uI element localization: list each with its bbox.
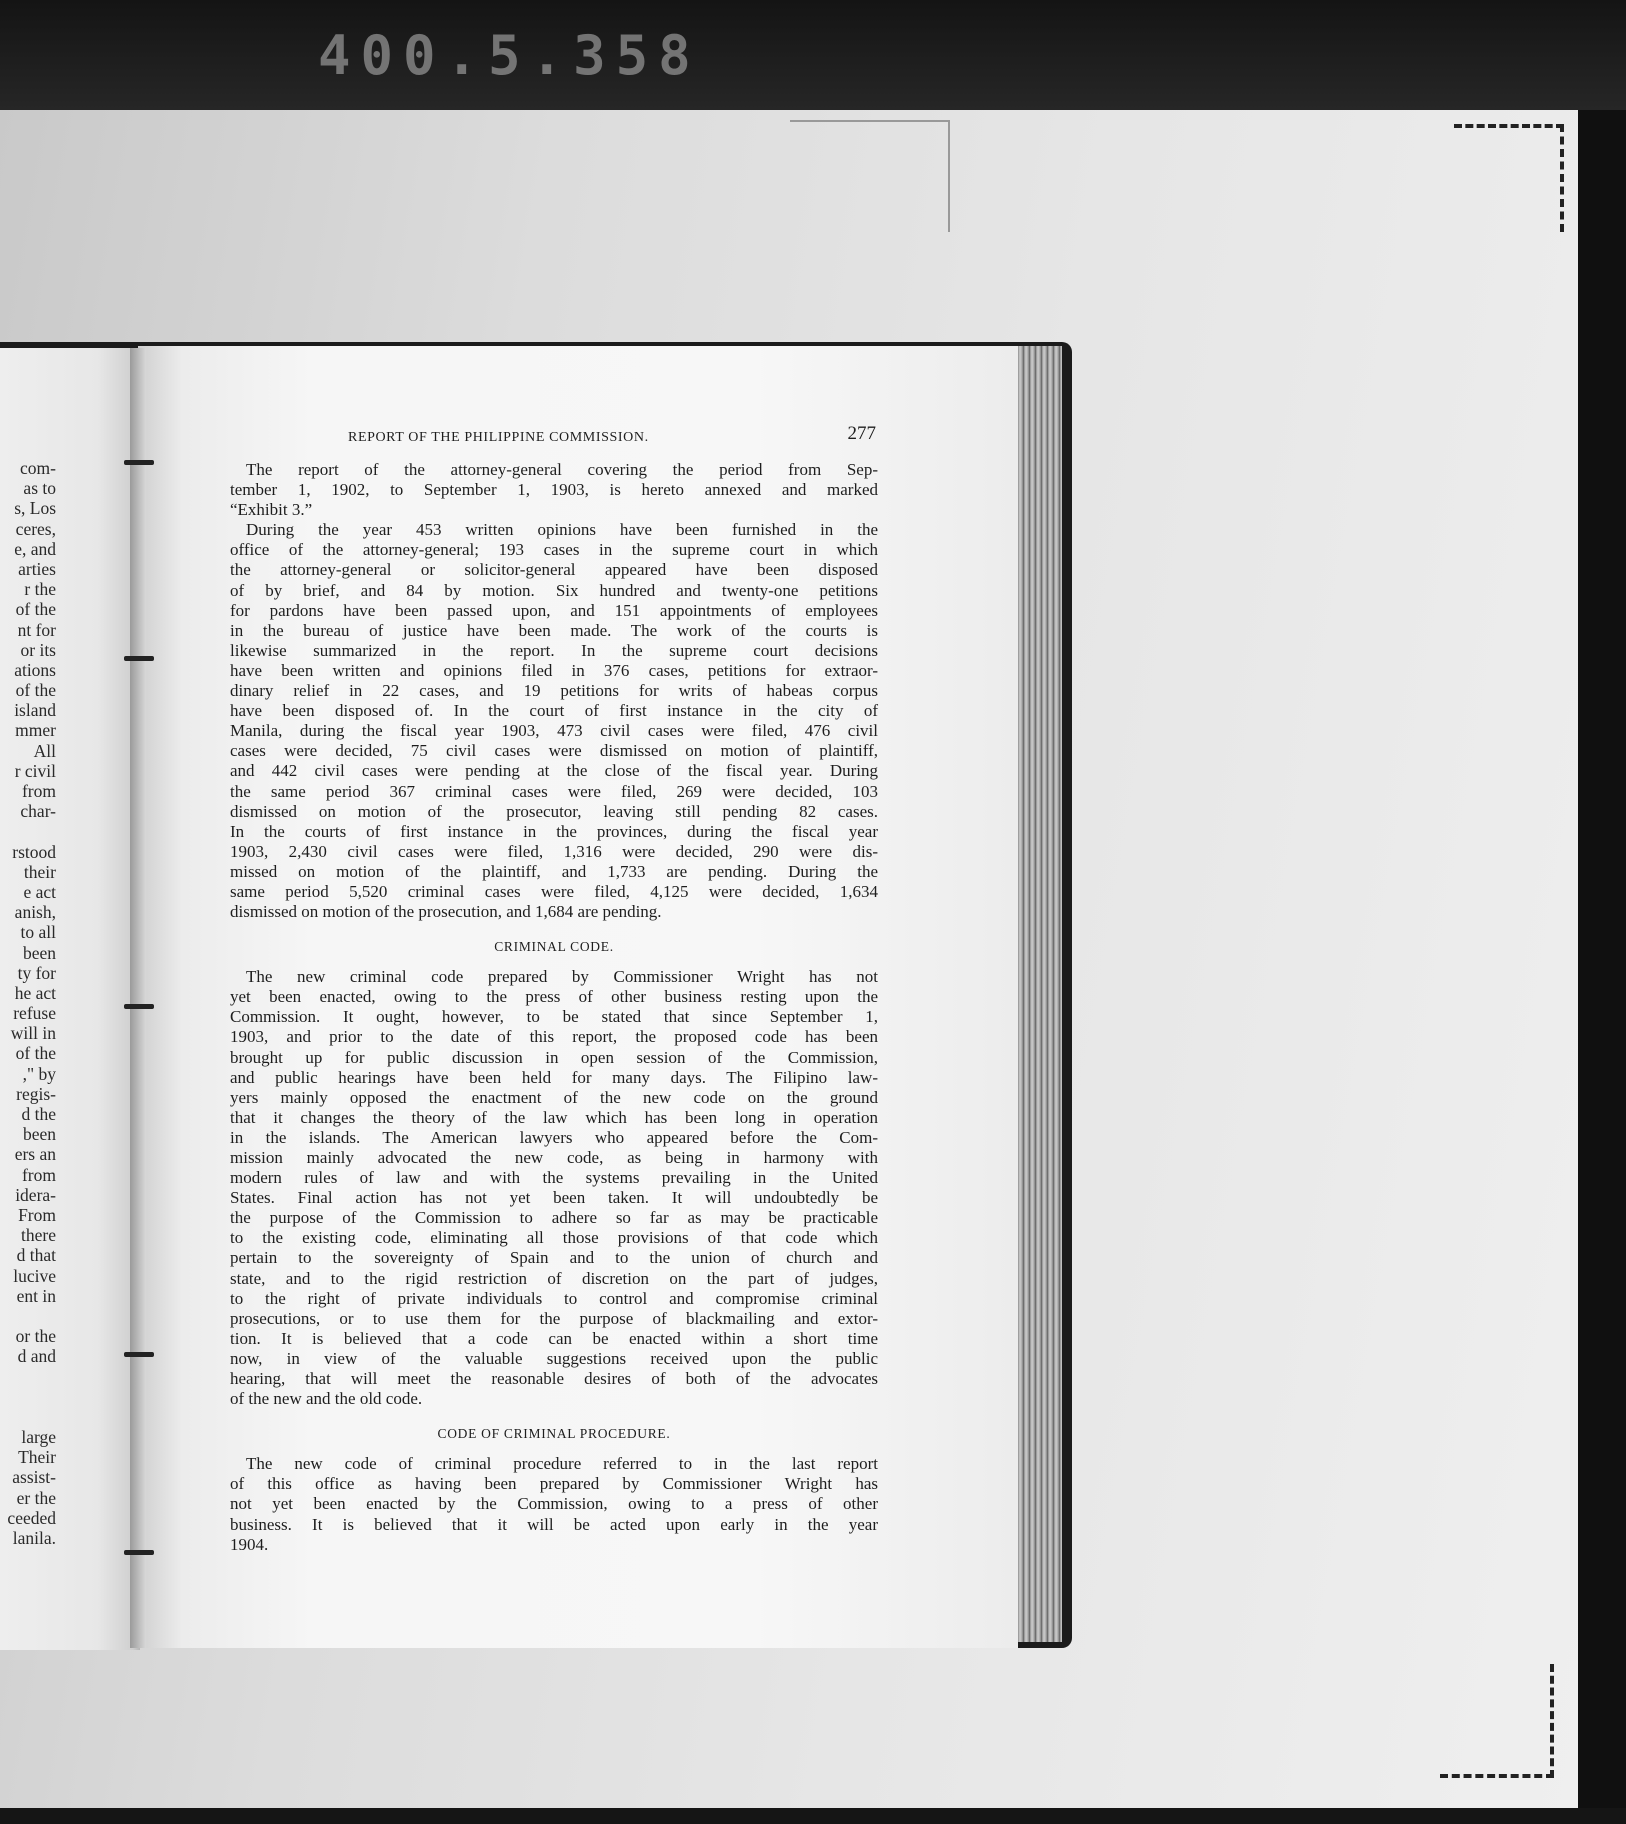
left-page-line: com- xyxy=(20,458,56,478)
text-line: tember 1, 1902, to September 1, 1903, is hereto annexed and marked xyxy=(230,480,878,500)
binding-stitch xyxy=(124,1004,154,1009)
text-line: hearing, that will meet the reasonable desires of both of the advocates xyxy=(230,1369,878,1389)
text-line: and public hearings have been held for many days. The Filipino law- xyxy=(230,1067,878,1087)
left-page-line: refuse xyxy=(13,1003,56,1024)
text-line: likewise summarized in the report. In the supreme court decisions xyxy=(230,640,878,660)
left-page-line: Their xyxy=(18,1447,56,1468)
left-page-line: s, Los xyxy=(14,498,56,519)
section-heading-criminal-code: CRIMINAL CODE. xyxy=(494,939,614,955)
left-page-line: rstood xyxy=(12,841,56,862)
text-line: dinary relief in 22 cases, and 19 petitions for writs of habeas corpus xyxy=(230,681,878,701)
text-line: mission mainly advocated the new code, as being in harmony with xyxy=(230,1148,878,1167)
film-frame-top xyxy=(0,0,1626,110)
text-line: business. It is believed that it will be acted upon early in the year xyxy=(230,1514,878,1534)
text-line: 1904. xyxy=(230,1534,269,1554)
left-page-line: arties xyxy=(18,558,56,579)
left-page-line: there xyxy=(21,1225,56,1246)
left-page-line: or the xyxy=(15,1326,56,1347)
left-page-line: ," by xyxy=(22,1063,56,1084)
left-page-line: their xyxy=(23,861,56,882)
left-page-line: From xyxy=(18,1204,56,1225)
text-line: The new criminal code prepared by Commissioner Wright has not xyxy=(246,967,878,987)
running-title: REPORT OF THE PHILIPPINE COMMISSION. xyxy=(348,430,649,445)
text-line: now, in view of the valuable suggestions received upon the public xyxy=(230,1348,878,1368)
text-line: Commission. It ought, however, to be stated that since September 1, xyxy=(230,1007,878,1027)
left-page-line: ent in xyxy=(16,1285,56,1306)
page-number: 277 xyxy=(847,423,876,444)
left-page-line: ceeded xyxy=(7,1507,56,1528)
left-page-line: been xyxy=(22,942,56,963)
text-line: cases were decided, 75 civil cases were dismissed on motion of plaintiff, xyxy=(230,741,878,761)
text-line: Manila, during the fiscal year 1903, 473 civil cases were filed, 476 civil xyxy=(230,721,878,741)
page-text-column xyxy=(230,424,878,1555)
text-line: 1903, 2,430 civil cases were filed, 1,316 were decided, 290 were dis- xyxy=(230,841,878,861)
left-page-line: ceres, xyxy=(15,518,56,539)
text-line: the purpose of the Commission to adhere so far as may be practicable xyxy=(230,1208,878,1228)
text-line: modern rules of law and with the systems prevailing in the United xyxy=(230,1168,878,1188)
text-line: yers mainly opposed the enactment of the new code on the ground xyxy=(230,1087,878,1107)
text-line: the same period 367 criminal cases were filed, 269 were decided, 103 xyxy=(230,781,878,801)
text-line: have been disposed of. In the court of first instance in the city of xyxy=(230,701,878,721)
paragraph-opinions-summary xyxy=(230,520,878,922)
text-line: pertain to the sovereignty of Spain and to the union of church and xyxy=(230,1248,878,1268)
left-page-line xyxy=(0,1366,56,1386)
left-page-line: regis- xyxy=(16,1083,56,1104)
bookmark-tab xyxy=(790,120,950,232)
text-line: in the islands. The American lawyers who appeared before the Com- xyxy=(230,1127,878,1147)
left-page-line: ers an xyxy=(14,1144,56,1165)
text-line: brought up for public discussion in open session of the Commission, xyxy=(230,1047,878,1067)
text-line: The new code of criminal procedure referred to in the last report xyxy=(246,1454,878,1474)
left-page-line: ty for xyxy=(17,962,56,983)
text-line: to the existing code, eliminating all those provisions of that code which xyxy=(230,1228,878,1248)
left-page-line: large xyxy=(21,1427,56,1447)
text-line: for pardons have been passed upon, and 151 appointments of employees xyxy=(230,600,878,620)
left-page-line: e act xyxy=(23,881,56,902)
left-page-line: as to xyxy=(23,478,56,499)
left-page-line: e, and xyxy=(14,538,56,559)
left-page-line: or its xyxy=(20,639,56,660)
left-page-line: island xyxy=(14,700,56,721)
paragraph-attorney-report xyxy=(230,460,878,520)
paragraph-criminal-procedure xyxy=(230,1454,878,1554)
crop-mark-bottom-right xyxy=(1440,1664,1554,1778)
left-page-line: from xyxy=(21,1164,56,1185)
text-line: in the bureau of justice have been made. The work of the courts is xyxy=(230,620,878,640)
left-page-line: lanila. xyxy=(12,1527,56,1548)
text-line: not yet been enacted by the Commission, owing to a press of other xyxy=(230,1494,878,1514)
left-page-line: mmer xyxy=(15,720,56,741)
text-line: tion. It is believed that a code can be enacted within a short time xyxy=(230,1328,878,1348)
text-line: missed on motion of the plaintiff, and 1,733 are pending. During the xyxy=(230,861,878,881)
film-frame-bottom xyxy=(0,1808,1626,1824)
left-page-line: All xyxy=(33,740,56,761)
text-line: have been written and opinions filed in 376 cases, petitions for extraor- xyxy=(230,660,878,680)
left-page-line: from xyxy=(21,781,56,801)
text-line: to the right of private individuals to control and compromise criminal xyxy=(230,1288,878,1308)
left-page-line: to all xyxy=(20,922,56,943)
left-page-line: will in xyxy=(10,1023,56,1044)
text-line: The report of the attorney-general covering the period from Sep- xyxy=(246,460,878,479)
text-line: yet been enacted, owing to the press of other business resting upon the xyxy=(230,987,878,1007)
text-line: “Exhibit 3.” xyxy=(230,500,313,520)
running-head xyxy=(230,424,878,452)
text-line: dismissed on motion of the prosecutor, leaving still pending 82 cases. xyxy=(230,801,878,821)
left-page-line: lucive xyxy=(13,1265,56,1286)
text-line: of the new and the old code. xyxy=(230,1389,423,1409)
text-line: prosecutions, or to use them for the purpose of blackmailing and extor- xyxy=(230,1308,878,1328)
left-page-line: er the xyxy=(16,1487,56,1508)
text-line: In the courts of first instance in the provinces, during the fiscal year xyxy=(230,821,878,841)
section-heading-criminal-procedure: CODE OF CRIMINAL PROCEDURE. xyxy=(437,1426,671,1442)
left-page-line: d the xyxy=(21,1104,56,1124)
text-line: that it changes the theory of the law which has been long in operation xyxy=(230,1107,878,1127)
left-page-line: idera- xyxy=(15,1184,56,1205)
binding-stitch xyxy=(124,1352,154,1357)
left-page-line: anish, xyxy=(14,902,56,923)
left-page-line: been xyxy=(22,1124,56,1145)
left-page-line: of the xyxy=(15,1043,56,1064)
binding-stitch xyxy=(124,460,154,465)
left-page-line: char- xyxy=(20,801,56,822)
left-page-line: nt for xyxy=(17,619,56,640)
binding-stitch xyxy=(124,656,154,661)
text-line: States. Final action has not yet been taken. It will undoubtedly be xyxy=(230,1188,878,1208)
text-line: state, and to the rigid restriction of discretion on the part of judges, xyxy=(230,1268,878,1288)
left-page-line: assist- xyxy=(12,1467,56,1488)
text-line: of by brief, and 84 by motion. Six hundred and twenty-one petitions xyxy=(230,580,878,600)
book-gutter xyxy=(130,348,146,1648)
left-page-line: r the xyxy=(24,579,56,600)
left-page-line: he act xyxy=(14,982,56,1003)
left-page-line: of the xyxy=(15,680,56,701)
left-page-line xyxy=(0,1407,56,1427)
left-page-line: d that xyxy=(16,1245,56,1266)
binding-stitch xyxy=(124,1550,154,1555)
left-page-line xyxy=(0,1306,56,1326)
crop-mark-top-right xyxy=(1454,124,1564,232)
text-line: the attorney-general or solicitor-general appeared have been disposed xyxy=(230,560,878,580)
text-line: of this office as having been prepared by Commissioner Wright has xyxy=(230,1474,878,1494)
text-line: same period 5,520 criminal cases were filed, 4,125 were decided, 1,634 xyxy=(230,881,878,901)
left-page-text xyxy=(0,458,56,1548)
text-line: During the year 453 written opinions have been furnished in the xyxy=(246,520,878,540)
text-line: and 442 civil cases were pending at the close of the fiscal year. During xyxy=(230,761,878,781)
left-page-line: r civil xyxy=(14,760,56,781)
text-line: 1903, and prior to the date of this report, the proposed code has been xyxy=(230,1027,878,1047)
left-page-line: d and xyxy=(17,1346,56,1367)
left-page-line xyxy=(0,1387,56,1407)
film-frame-right xyxy=(1578,110,1626,1824)
text-line: office of the attorney-general; 193 cases in the supreme court in which xyxy=(230,540,878,560)
left-page-line: ations xyxy=(14,659,56,680)
text-line: dismissed on motion of the prosecution, and 1,684 are pending. xyxy=(230,902,662,922)
left-page xyxy=(0,348,140,1650)
left-page-line xyxy=(0,821,56,841)
paragraph-criminal-code xyxy=(230,967,878,1409)
left-page-line: of the xyxy=(15,599,56,620)
frame-id-stamp: 400.5.358 xyxy=(318,24,701,87)
